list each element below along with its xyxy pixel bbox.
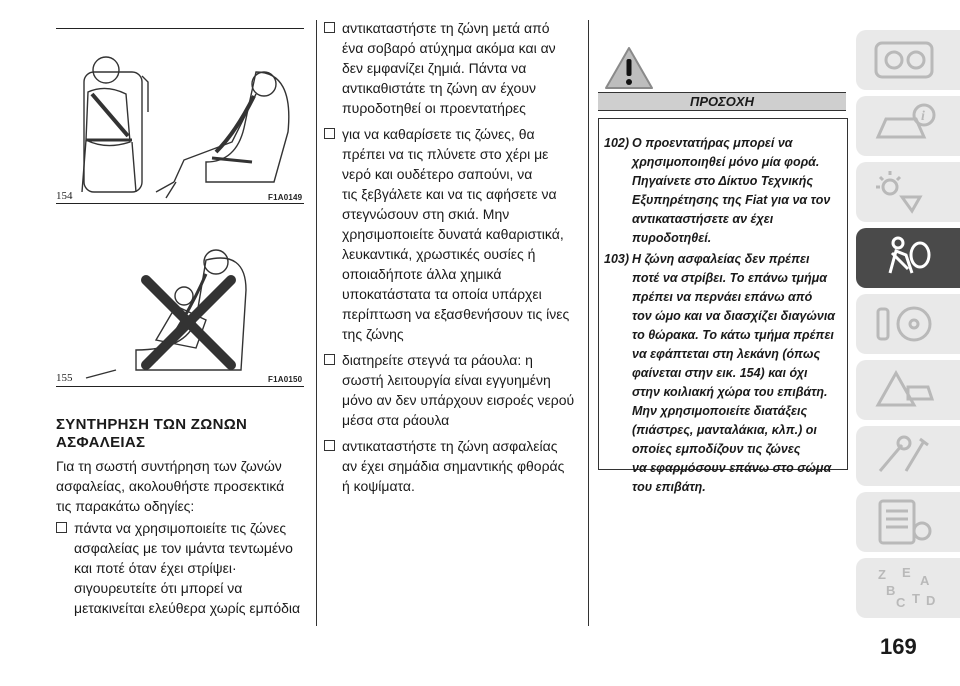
bullet-line: λευκαντικά, χρωστικές ουσίες ή (342, 246, 536, 262)
bullet-line: οποιαδήποτε άλλα χημικά (342, 266, 502, 282)
bullet-line: νερό και ουδέτερο σαπούνι, να (342, 166, 533, 182)
bullet-item (56, 518, 314, 618)
bullet-line: και ποτέ όταν έχει στρίψει· (74, 560, 237, 576)
intro-line: τις παρακάτω οδηγίες: (56, 498, 195, 514)
svg-text:D: D (926, 593, 936, 608)
column-divider (588, 20, 589, 626)
bullet-line: μετακινείται ελεύθερα χωρίς εμπόδια (74, 600, 301, 616)
warning-triangle-icon (604, 46, 654, 95)
bullet-item (324, 350, 586, 430)
figure-154 (56, 32, 304, 202)
bullet-line: περίπτωση να εξασθενήσουν τις ίνες (342, 306, 570, 322)
bullet-line: αν έχει σημάδια σημαντικής φθοράς (342, 458, 565, 474)
warning-title: ΠΡΟΣΟΧΗ (598, 92, 846, 111)
tab-warning-lights[interactable] (856, 162, 960, 222)
warning-line: Μην χρησιμοποιείτε διατάξεις (632, 404, 808, 418)
bullet-line: δεν εμφανίζει ζημιά. Πάντα να (342, 60, 527, 76)
warning-line: το θώρακα. Το κάτω τμήμα πρέπει (632, 328, 834, 342)
figure-154-rule (56, 203, 304, 204)
svg-text:E: E (902, 565, 911, 580)
tab-maintenance[interactable] (856, 426, 960, 486)
dashboard-icon (872, 35, 942, 85)
bullet-line: πυροδοτηθεί οι προεντατήρες (342, 100, 526, 116)
section-heading (56, 416, 306, 452)
tab-emergency[interactable] (856, 360, 960, 420)
bullet-line: τις ξεβγάλετε και να τις αφήσετε να (342, 186, 557, 202)
svg-text:B: B (886, 583, 896, 598)
warning-line: στην κοιλιακή χώρα του επιβάτη. (632, 385, 828, 399)
bullet-item (324, 18, 586, 118)
top-rule (56, 28, 304, 29)
svg-text:T: T (912, 591, 920, 606)
bullet-line: της ζώνης (342, 326, 404, 342)
warning-line: οποίες εμποδίζουν τις ζώνες (632, 442, 801, 456)
warning-item-text (604, 250, 844, 497)
bullet-line: ασφαλείας με τον ιμάντα τεντωμένο (74, 540, 293, 556)
warning-line: πρέπει να περνάει επάνω από (632, 290, 813, 304)
warning-line: τον ώμο και να διασχίζει διαγώνια (632, 309, 836, 323)
bullet-list-left (56, 518, 314, 624)
figure-155 (56, 230, 304, 380)
page-number: 169 (880, 634, 917, 659)
tab-index[interactable] (856, 558, 960, 618)
svg-text:C: C (896, 595, 906, 610)
svg-text:Z: Z (878, 567, 886, 582)
svg-text:i: i (921, 109, 925, 124)
emergency-icon (872, 365, 942, 415)
figure-155-rule (56, 386, 304, 387)
tab-info[interactable] (856, 96, 960, 156)
info-icon (872, 101, 942, 151)
warning-line: αντικαταστήσετε αν έχει (632, 212, 774, 226)
warning-items (604, 134, 844, 497)
warning-line: Πηγαίνετε στο Δίκτυο Τεχνικής (632, 174, 814, 188)
intro-paragraph (56, 456, 308, 516)
warning-item-number: 102) (604, 136, 630, 150)
column-divider (316, 20, 317, 626)
starting-driving-icon (872, 299, 942, 349)
bullet-line: διατηρείτε στεγνά τα ράουλα: η (342, 352, 533, 368)
figure-154-number: 154 (56, 190, 73, 202)
bullet-line: ένα σοβαρό ατύχημα ακόμα και αν (342, 40, 556, 56)
intro-line: ασφαλείας, ακολουθήστε προσεκτικά (56, 478, 285, 494)
bullet-item (324, 124, 586, 344)
bullet-line: αντικαταστήστε τη ζώνη μετά από (342, 20, 550, 36)
warning-line: φαίνεται στην εικ. 154) και όχι (632, 366, 808, 380)
tab-dashboard[interactable] (856, 30, 960, 90)
seatbelt-airbag-icon (872, 233, 942, 283)
bullet-line: πάντα να χρησιμοποιείτε τις ζώνες (74, 520, 287, 536)
bullet-line: μέσα στα ράουλα (342, 412, 450, 428)
warning-line: χρησιμοποιηθεί μόνο μία φορά. (632, 155, 820, 169)
svg-text:A: A (920, 573, 930, 588)
intro-line: Για τη σωστή συντήρηση των ζωνών (56, 458, 282, 474)
warning-line: Η ζώνη ασφαλείας δεν πρέπει (632, 252, 810, 266)
tab-technical-data[interactable] (856, 492, 960, 552)
heading-line-1: ΣΥΝΤΗΡΗΣΗ ΤΩΝ ΖΩΝΩΝ (56, 416, 248, 433)
warning-item-number: 103) (604, 252, 630, 266)
index-icon (872, 563, 942, 613)
checkbox-bullet-icon (324, 354, 335, 365)
seatbelt-correct-illustration (56, 32, 304, 202)
bullet-line: αντικαθιστάτε τη ζώνη αν έχουν (342, 80, 536, 96)
warning-item (604, 134, 844, 248)
bullet-line: στεγνώσουν στη σκιά. Μην (342, 206, 510, 222)
bullet-line: ή κοψίματα. (342, 478, 415, 494)
checkbox-bullet-icon (324, 128, 335, 139)
figure-154-code: F1A0149 (268, 193, 303, 202)
bullet-line: χρησιμοποιείτε δυνατά καθαριστικά, (342, 226, 564, 242)
figure-155-code: F1A0150 (268, 375, 303, 384)
bullet-line: υποκατάστατα τα οποία υπάρχει (342, 286, 542, 302)
warning-line: πυροδοτηθεί. (632, 231, 712, 245)
bullet-line: σωστή λειτουργία είναι εγγυημένη (342, 372, 551, 388)
warning-lights-icon (872, 167, 942, 217)
bullet-line: σιγουρευτείτε ότι μπορεί να (74, 580, 243, 596)
technical-data-icon (872, 497, 942, 547)
warning-line: (πιάστρες, μανταλάκια, κλπ.) οι (632, 423, 817, 437)
bullet-list-middle (324, 18, 586, 502)
seatbelt-incorrect-illustration (56, 230, 304, 380)
warning-line: του επιβάτη. (632, 480, 706, 494)
checkbox-bullet-icon (56, 522, 67, 533)
bullet-line: μόνο αν δεν υπάρχουν εισροές νερού (342, 392, 575, 408)
figure-155-number: 155 (56, 372, 73, 384)
warning-line: να εφαρμόσουν επάνω στο σώμα (632, 461, 832, 475)
tab-seatbelt-airbag[interactable] (856, 228, 960, 288)
heading-line-2: ΑΣΦΑΛΕΙΑΣ (56, 434, 146, 451)
warning-line: Ο προεντατήρας μπορεί να (632, 136, 793, 150)
maintenance-icon (872, 431, 942, 481)
warning-item (604, 250, 844, 497)
bullet-line: αντικαταστήστε τη ζώνη ασφαλείας (342, 438, 558, 454)
tab-starting-driving[interactable] (856, 294, 960, 354)
bullet-item (324, 436, 586, 496)
warning-line: να εφάπτεται στη λεκάνη (όπως (632, 347, 821, 361)
checkbox-bullet-icon (324, 440, 335, 451)
warning-line: Εξυπηρέτησης της Fiat για να τον (632, 193, 831, 207)
warning-item-text (604, 134, 844, 248)
bullet-line: για να καθαρίσετε τις ζώνες, θα (342, 126, 535, 142)
bullet-line: πρέπει να τις πλύνετε στο χέρι με (342, 146, 549, 162)
warning-line: ποτέ να στρίβει. Το επάνω τμήμα (632, 271, 828, 285)
checkbox-bullet-icon (324, 22, 335, 33)
